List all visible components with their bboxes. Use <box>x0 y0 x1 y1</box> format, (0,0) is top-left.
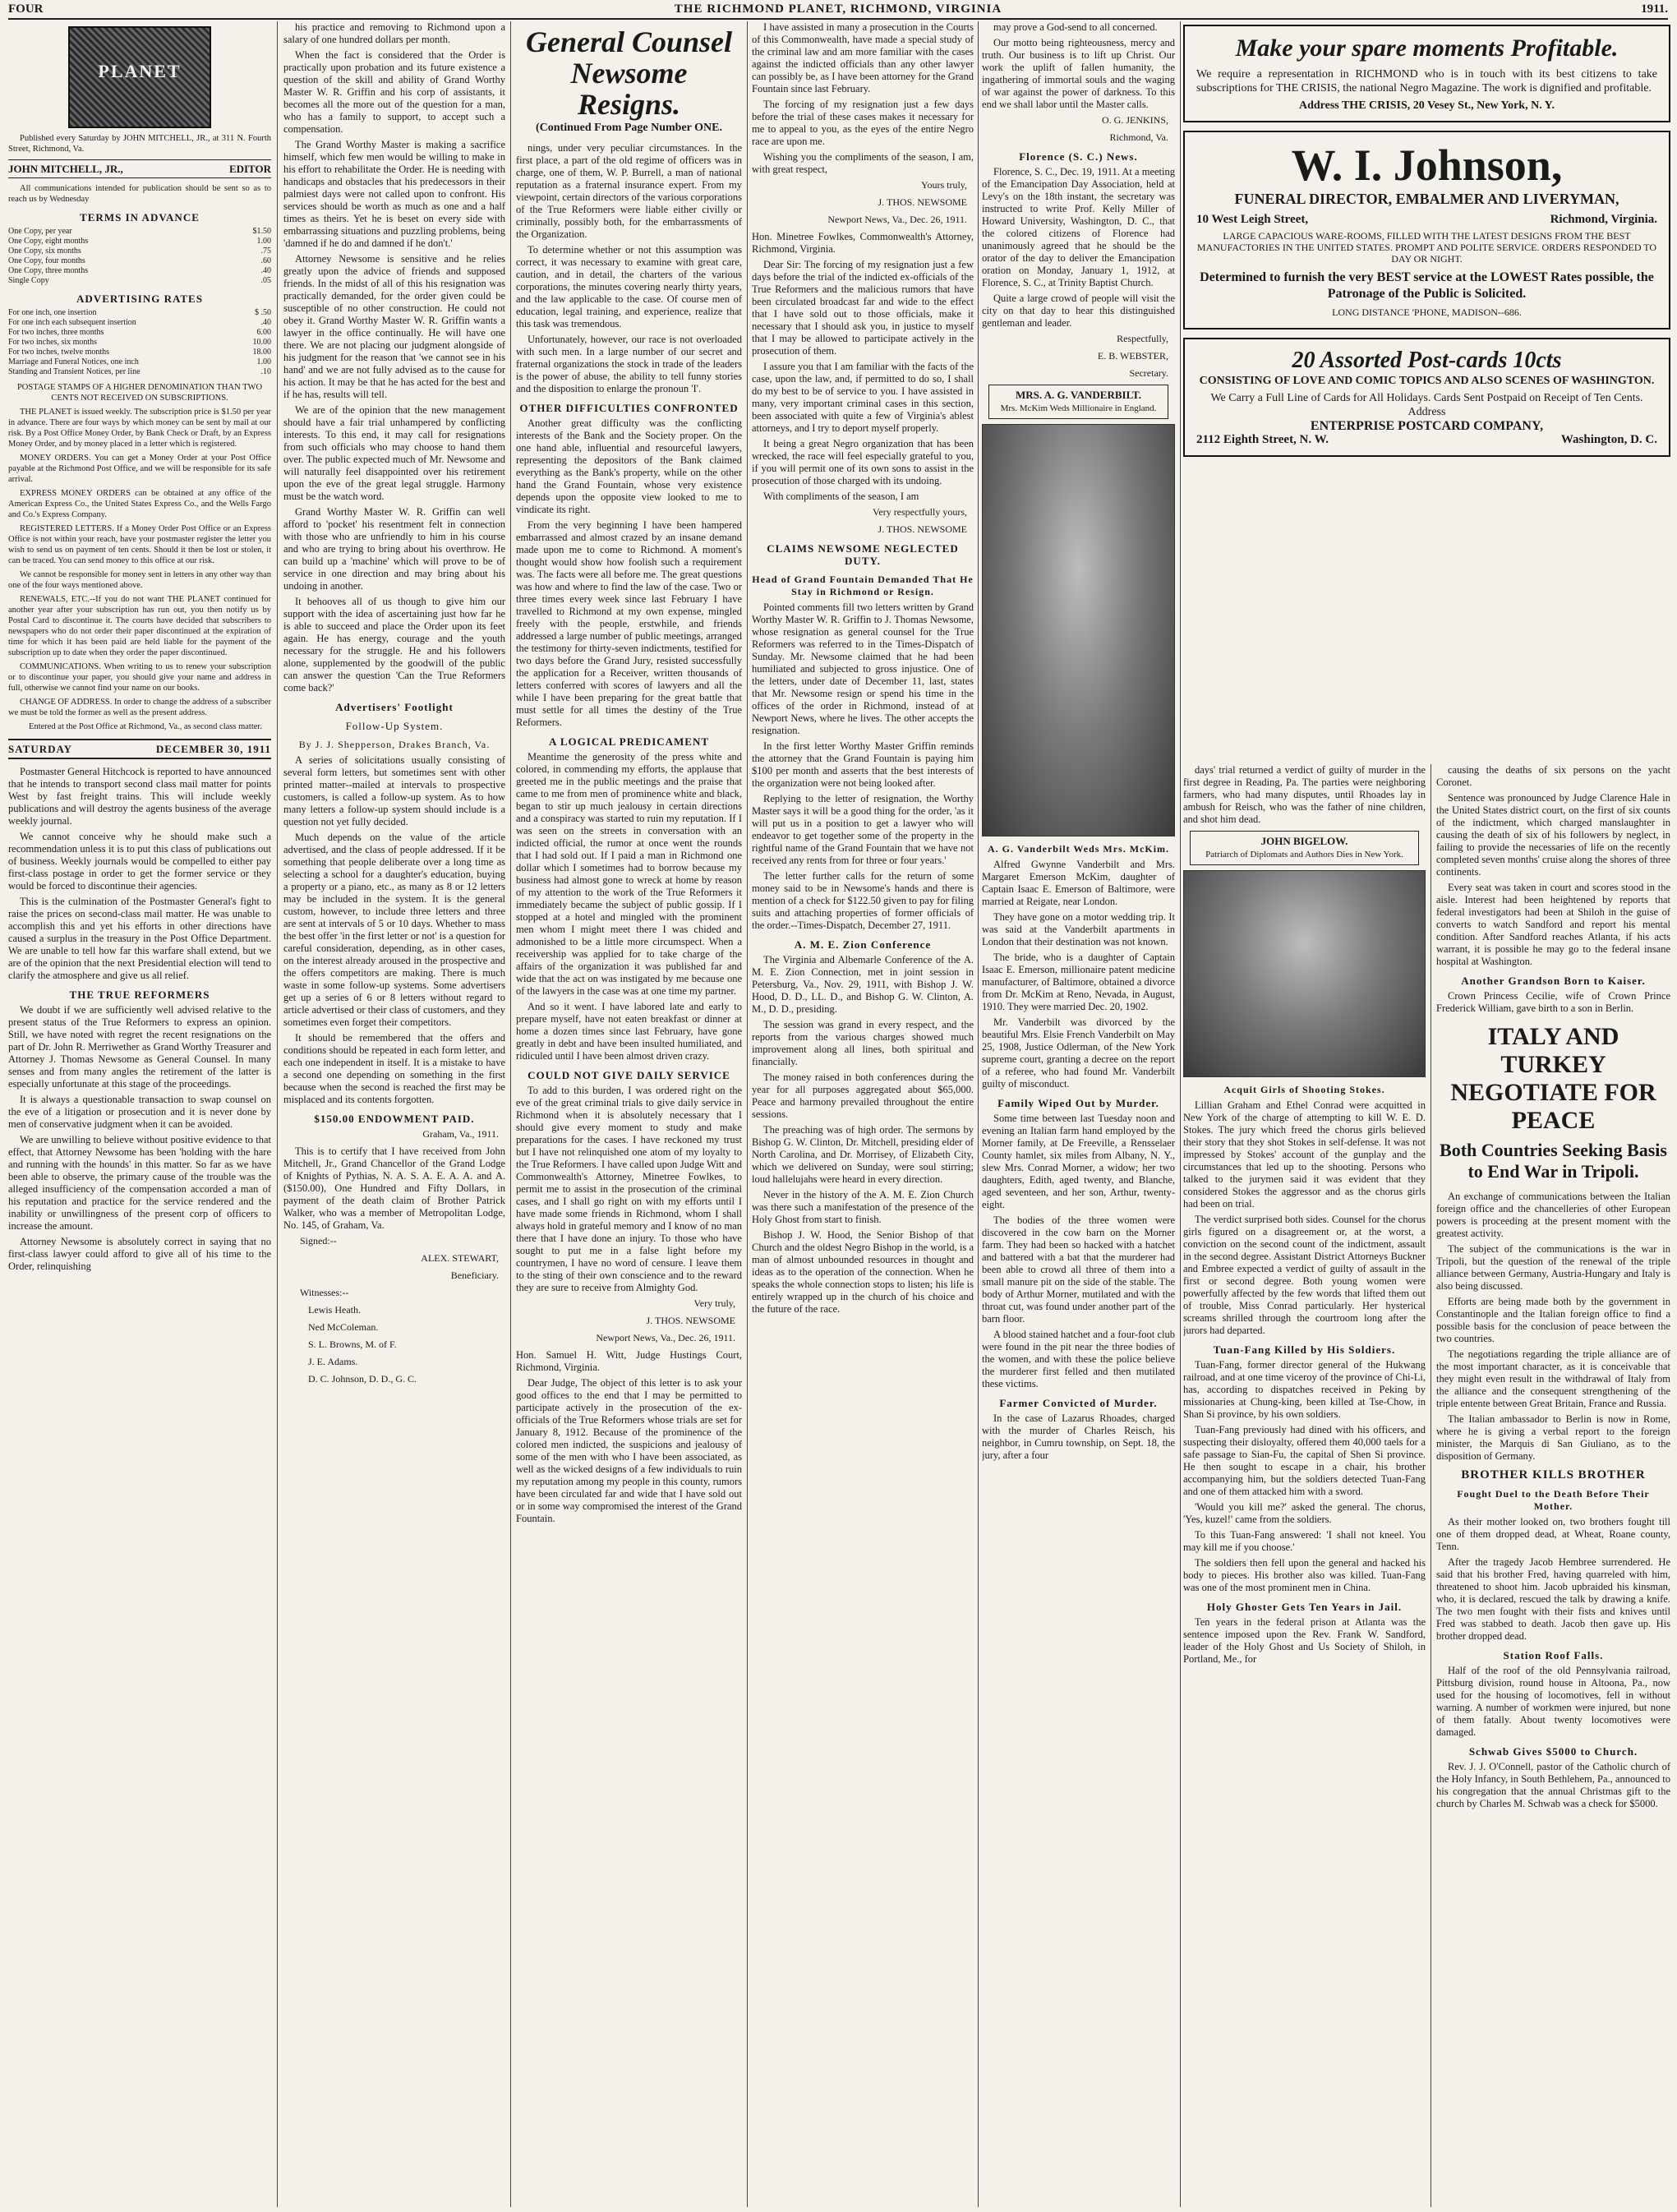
signer-title: Beneficiary. <box>450 1270 499 1281</box>
article-paragraph: Ten years in the federal prison at Atlanta was the sentence imposed upon the Rev. Frank W. Sandford, leader of the Holy Ghost and Us Society of Shiloh, in Portland, Me., for <box>1183 1616 1426 1665</box>
column-3 <box>516 21 742 2207</box>
article-paragraph: his practice and removing to Richmond upon a salary of one hundred dollars per month. <box>283 21 505 45</box>
article-paragraph: The Virginia and Albemarle Conference of the A. M. E. Zion Connection, met in joint session in Petersburg, Va., Nov. 29, 1911, with Bishop J. W. Hood, D. D., LL. D., and Bishop G. W. Clinton, A. M., D. D., presiding. <box>752 954 974 1015</box>
article-paragraph: The bride, who is a daughter of Captain Isaac E. Emerson, millionaire patent medicine manufacturer, of Baltimore, obtained a divorce from Dr. McKim at Reno, Nevada, in August, 1910. They were married Dec. 20, 1902. <box>982 952 1175 1012</box>
section-heading: BROTHER KILLS BROTHER <box>1461 1468 1646 1482</box>
signed-label: Signed:-- <box>300 1235 337 1247</box>
article-paragraph: From the very beginning I have been hampered embarrassed and almost crazed by an insane demand made upon me to come to Richmond. A moment's thought would show how foolish such a requirement was. The facts were all before me. The great questions was how and where to find the law of the case. Two or three times every week since last February I have travelled to Richmond at my own expense, mingled freely with the people, erstwhile, and friends addressed a large number of public meetings, arranged the testimony for thirty-seven indictments, testified for two days before the Grand Jury, resisted successfully the application for a Receiver, written thousands of letters conferred with scores of lawyers and all the while I have been preparing for the great battle that must settle for all times the destiny of the True Reformers. <box>516 519 742 728</box>
article-paragraph: nings, under very peculiar circumstances. In the first place, a part of the old regime of officers was in charge, one of them, W. P. Burrell, a man of national reputation as a fraternal insurance expert. From my viewpoint, certain directors of the various corporations of the True Reformers were liable either civilly or criminally, possibly both, for the embarrassments of the Organization. <box>516 142 742 240</box>
ad-rate-row: For two inches, three months 6.00 <box>8 328 271 337</box>
witness: J. E. Adams. <box>308 1356 358 1367</box>
article-paragraph: Efforts are being made both by the government in Constantinople and the Italian foreign office to find a possible basis for the conclusion of peace between the two countries. <box>1436 1296 1670 1344</box>
editor-name: JOHN MITCHELL, JR., <box>8 163 123 175</box>
postcard-ad-subtitle: CONSISTING OF LOVE AND COMIC TOPICS AND ALSO SCENES OF WASHINGTON. <box>1199 375 1655 387</box>
signature-name: E. B. WEBSTER, <box>1097 350 1168 362</box>
editor-line <box>8 159 271 178</box>
section-heading: Holy Ghoster Gets Ten Years in Jail. <box>1206 1601 1403 1613</box>
column-1 <box>8 21 271 2207</box>
article-paragraph: When the fact is considered that the Order is practically upon probation and its future existence a question of the skill and ability of Grand Worthy Master W. R. Griffin and his corp of assistants, it becomes all the more out of the question for a man, who has a family to support, to accept such a compensation. <box>283 49 505 135</box>
article-paragraph: In the first letter Worthy Master Griffin reminds the attorney that the Grand Fountain is paying him $100 per month and asserts that the best interests of the organization were not being looked after. <box>752 740 974 789</box>
footlight-byline: By J. J. Shepperson, Drakes Branch, Va. <box>298 739 491 750</box>
article-paragraph: may prove a God-send to all concerned. <box>993 21 1158 33</box>
article-paragraph: With compliments of the season, I am <box>763 491 919 502</box>
terms-row: One Copy, per year $1.50 <box>8 227 271 236</box>
ad-rate-row: For one inch each subsequent insertion .40 <box>8 318 271 327</box>
ads-area <box>1183 21 1670 465</box>
masthead <box>8 0 1668 20</box>
italy-turkey-subheadline: Both Countries Seeking Basis to End War in Tripoli. <box>1440 1140 1667 1182</box>
article-paragraph: 'Would you kill me?' asked the general. The chorus, 'Yes, kuzel!' came from the soldiers. <box>1183 1501 1426 1525</box>
bigelow-caption-box <box>1190 831 1419 865</box>
article-paragraph: Half of the roof of the old Pennsylvania railroad, Pittsburg division, round house in Altoona, Pa., now used for the housing of locomotives, fell in without warning. A number of workmen were injured, but none of them fatally. About twenty locomotives were damaged. <box>1436 1665 1670 1738</box>
planet-logo <box>68 26 211 128</box>
article-paragraph: Some time between last Tuesday noon and evening an Italian farm hand employed by the Morner family, at De Freeville, a Rensselaer County hamlet, six miles from Albany, N. Y., slew Mrs. Conrad Morner, a widow; her two daughters, Edith, aged twenty, and Blanche, aged seventeen, and her son, Arthur, twenty-eight. <box>982 1113 1175 1210</box>
article-paragraph: The Italian ambassador to Berlin is now in Rome, where he is giving a verbal report to the foreign minister, the Marquis di San Giuliano, as to the disposition of Germany. <box>1436 1413 1670 1462</box>
article-paragraph: Much depends on the value of the article advertised, and the class of people addressed. If it be something that people deliberate over a long time as selecting a school for a daughter's education, buying a property or a piano, etc., as many as 8 or 12 letters may be included in the system. It is the general custom, however, to include three letters and three are sent at intervals of 5 or 10 days. Whether to mass the best offer 'in the first letter or not' is a question for careful consideration, depending, as in other cases, on the interest already aroused in the prospective and the offers competitors are making. There is much waste in some follow-up systems. Some advertisers get up a series of 6 or 8 letters without regard to article advertised or their class of customers, and they sometimes even forget their competitors. <box>283 832 505 1028</box>
article-paragraph: It should be remembered that the offers and conditions should be repeated in each form letter, and each one independent in itself. It is a mistake to have a second one depending on something in the first because when the second is reached the first may be misplaced and its contents forgotten. <box>283 1032 505 1105</box>
article-paragraph: causing the deaths of six persons on the yacht Coronet. <box>1436 764 1670 788</box>
article-paragraph: The negotiations regarding the triple alliance are of the most important character, as it is conceivable that they might even result in the withdrawal of Italy from the alliance and the consequent strengthening of the triple entente between Great Britain, France and Russia. <box>1436 1348 1670 1409</box>
article-paragraph: Dear Judge, The object of this letter is to ask your good offices to the end that I may be permitted to participate actively in the prosecution of the ex-officials of the True Reformers whose trials are set for January 8, 1912. Because of the prominence of the colored men indicted, the suspicions and jealousy of some of the men with who I have been associated, as well as the wicked designs of a few individuals to ruin my reputation among my people in this county, rumors have been circulated far and wide that I have sold out or in some way compromised the interest of the Grand Fountain. <box>516 1377 742 1524</box>
article-paragraph: To determine whether or not this assumption was correct, it was necessary to examine with great care, caution, and in detail, the charters of the various corporations, the minutes covering nearly thirty years, and the law applicable to the case. Of course men of education, legal training, and experience, realize that this task was tremendous. <box>516 244 742 329</box>
column-6 <box>1183 764 1426 2207</box>
postcard-ad-title: 20 Assorted Post-cards 10cts <box>1292 348 1562 373</box>
johnson-ad-tagline: Determined to furnish the very BEST service at the LOWEST Rates possible, the Patronage of the Public is Solicited. <box>1200 270 1654 301</box>
section-subheading: Fought Duel to the Death Before Their Mother. <box>1457 1488 1650 1512</box>
signature-close: Very truly, <box>693 1297 735 1309</box>
article-paragraph: This is to certify that I have received from John Mitchell, Jr., Grand Chancellor of the Grand Lodge of Knights of Pythias, N. A. S. A. E. A. A. and A. ($150.00), One Hundred and Fifty Dollars, in payment of the death claim of Brother Patrick Walker, who was a member of Metropolitan Lodge, No. 145, of Graham, Va. <box>283 1145 505 1231</box>
article-paragraph: The session was grand in every respect, and the reports from the various charges showed much improvement along all lines, both spiritual and financially. <box>752 1019 974 1067</box>
ad-rates-heading: ADVERTISING RATES <box>76 293 203 305</box>
article-paragraph: The letter further calls for the return of some money said to be in Newsome's hands and there is mention of a check for $122.50 given to pay for filing suits and attaching properties of former officials of the order.--Times-Dispatch, December 27, 1911. <box>752 870 974 931</box>
entered-notice: Entered at the Post Office at Richmond, Va., as second class matter. <box>29 722 262 731</box>
subscription-paragraph: REGISTERED LETTERS. If a Money Order Post Office or an Express Office is not within your reach, have your postmaster register the letter you wish to send us on payment of ten cents. Should it then be lost or stolen, it can be traced. You can send money to this office at our risk. <box>8 524 271 565</box>
column-rule <box>978 21 979 2207</box>
johnson-ad-city: Richmond, Virginia. <box>1550 213 1657 226</box>
letter-addressee: Hon. Minetree Fowlkes, Commonwealth's Attorney, Richmond, Virginia. <box>752 231 974 255</box>
article-paragraph: Replying to the letter of resignation, the Worthy Master says it will be a good thing for the order, 'as it will put us in a position to get a lawyer who will endeavor to get together some of the property in the rightful name of the Grand Fountain that we have not received any rents from for three or four years.' <box>752 793 974 866</box>
article-paragraph: The subject of the communications is the war in Tripoli, but the question of the renewal of the triple alliance between Germany, Austria-Hungary and Italy is also being discussed. <box>1436 1243 1670 1292</box>
column-2 <box>283 21 505 2207</box>
section-heading: Acquit Girls of Shooting Stokes. <box>1223 1084 1385 1095</box>
subscription-paragraph: We cannot be responsible for money sent in letters in any other way than one of the four ways mentioned above. <box>8 570 271 590</box>
issue-date-bar <box>8 739 271 759</box>
johnson-ad-phone: LONG DISTANCE 'PHONE, MADISON--686. <box>1332 306 1522 318</box>
terms-table <box>8 227 271 286</box>
article-paragraph: Crown Princess Cecilie, wife of Crown Prince Frederick William, gave birth to a son in Berlin. <box>1436 990 1670 1014</box>
caption-title: JOHN BIGELOW. <box>1260 835 1348 847</box>
column-4 <box>752 21 974 2207</box>
article-paragraph: Grand Worthy Master W. R. Griffin can well afford to 'pocket' his resentment felt in connection with those who are unfriendly to him in his course and who are trying to bring about his overthrow. He can build up a 'machine' which will prove to be of service in one direction and may bring about his undoing in another. <box>283 506 505 592</box>
issue-day: SATURDAY <box>8 743 73 755</box>
letter-addressee: Hon. Samuel H. Witt, Judge Hustings Court, Richmond, Virginia. <box>516 1349 742 1373</box>
article-paragraph: We cannot conceive why he should make such a recommendation unless it is to put this class of publications out of business. Weekly journals would be compelled to either pay first-class postage in order to get the former service or they would be forced to discontinue their agencies. <box>8 831 271 892</box>
ad-rate-row: For one inch, one insertion $ .50 <box>8 308 271 317</box>
terms-heading: TERMS IN ADVANCE <box>80 211 200 224</box>
johnson-ad-street: 10 West Leigh Street, <box>1196 213 1309 226</box>
subscription-paragraph: MONEY ORDERS. You can get a Money Order at your Post Office payable at the Richmond Post Office, and we will be responsible for its safe arrival. <box>8 454 271 484</box>
signer-name: ALEX. STEWART, <box>421 1252 499 1264</box>
vanderbilt-photo <box>982 424 1175 836</box>
bigelow-photo <box>1183 870 1426 1077</box>
postcard-ad-street: 2112 Eighth Street, N. W. <box>1196 433 1329 446</box>
column-rule <box>1180 21 1181 2207</box>
witness: Ned McColeman. <box>308 1321 379 1333</box>
article-paragraph: Bishop J. W. Hood, the Senior Bishop of that Church and the oldest Negro Bishop in the world, is a man of almost unbounded resources in thought and ideas as to the operation of the connection. When he speaks the whole connection stops to listen; his life is entirely wrapped up in the church of his choice and the future of the race. <box>752 1229 974 1315</box>
article-paragraph: Meantime the generosity of the press white and colored, in commending my efforts, the applause that greeted me in the public meetings and the praise that came to me from men of prominence white and black, began to stir up much jealousy in certain directions and a conspiracy was started to ruin my reputation. If I was seen on the streets in conversation with an indicted official, the rumor at once went the rounds that I had sold out. If I paid a man in Richmond one dollar which I sometimes had to borrow because my business had almost gone to wreck at home by reason of my attention to the work of the True Reformers it immediately became the subject of public gossip. If I stopped at a hotel and mingled with the prominent men whom I might meet there I was chided and admonished to be a little more circumspect. When a receivership was applied for to take charge of the affairs of the organization it was published far and wide that the act on was instigated by me because one of the lawyers in the case was at one time my partner. <box>516 751 742 997</box>
endowment-heading: $150.00 ENDOWMENT PAID. <box>314 1113 475 1125</box>
article-paragraph: The Grand Worthy Master is making a sacrifice himself, which few men would be willing to make in his effort to rehabilitate the Order. He is needing with handicaps and obstacles that his predecessors in their palmiest days were not called upon to confront. His services should be worth as much as one and a half times as theirs. Yet he is beset on every side with embarrassing situations and puzzling problems, being 'damned if he do and damned if he don't.' <box>283 139 505 249</box>
endowment-place: Graham, Va., 1911. <box>422 1128 499 1140</box>
logo-text: PLANET <box>98 61 182 81</box>
article-paragraph: I assure you that I am familiar with the facts of the case, upon the law, and, if permitted to do so, I shall do my best to be of service to you. I have assisted in many, very important criminal cases in this section, been associated with quite a few of Virginia's ablest attorneys, and I try to deport myself properly. <box>752 361 974 434</box>
article-paragraph: To add to this burden, I was ordered right on the eve of the great criminal trials to give daily service in Richmond when it is absolutely necessary that I should give every moment to study and make preparations for the cases. I have reckoned my trust but I have not relinquished one atom of my loyalty to the True Reformers. I have called upon Judge Witt and Commonwealth's Attorney, Minetree Fowlkes, to permit me to assist in the prosecution of the criminal cases, and I shall go right on with my efforts until I have made some friends in Richmond, whom I shall always hold in grateful memory and I know of no man there that I have done an injury. To those who have sought to put me in a false light before my countrymen, I have no word of censure. I leave them to the sting of their own conscience and to the reward they are sure to receive from Almighty God. <box>516 1085 742 1293</box>
article-paragraph: It being a great Negro organization that has been wrecked, the race will feel especially grateful to you, if you will permit one of its own sons to assist in the prosecution of those charged with its undoing. <box>752 438 974 486</box>
postcard-ad-body: We Carry a Full Line of Cards for All Holidays. Cards Sent Postpaid on Receipt of Ten Cents. Address <box>1210 392 1643 418</box>
article-paragraph: Every seat was taken in court and scores stood in the aisle. Interest had been heightened by reports that federal investigators had been at Shiloh in the guise of converts to watch Sandford and report his mental condition. After Sandford reaches Atlanta, if his acts warrant, it is possible he may go to the federal insane hospital at Washington. <box>1436 882 1670 967</box>
article-paragraph: The bodies of the three women were discovered in the cow barn on the Morner farm. They had been so hacked with a hatchet and battered with a bat that the murderer had been able to crowd all three of them into a small manure pit on the side of the stable. The body of Arthur Morner, mutilated and with the throat cut, was found under another part of the barn floor. <box>982 1214 1175 1325</box>
johnson-ad-address <box>1196 213 1657 227</box>
terms-row: One Copy, eight months 1.00 <box>8 237 271 246</box>
newsome-headline: General Counsel Newsome Resigns. <box>525 25 733 121</box>
article-paragraph: It behooves all of us though to give him our support with the idea of ascertaining just how far he is able to succeed and place the Order upon its feet again. He has energy, courage and the youth necessary for the struggle. He and his followers alone, supplemented by the goodwill of the public can answer the question 'Can the True Reformers come back?' <box>283 596 505 694</box>
column-rule <box>277 21 278 2207</box>
article-paragraph: Pointed comments fill two letters written by Grand Worthy Master W. R. Griffin to J. Thomas Newsome, whose resignation as general counsel for the True Reformers was referred to in the Times-Dispatch of Sunday. Mr. Newsome claimed that he had been humiliated and subjected to gross injustice. One of the letters, under date of December 11, last, states that Mr. Newsome resign or spend his time in the offices of the order in Richmond, instead of at Newport News, where he lives. The other accepts the resignation. <box>752 601 974 736</box>
article-paragraph: The forcing of my resignation just a few days before the trial of these cases makes it necessary for me to appeal to you, as the eyes of the entire Negro race are upon me. <box>752 99 974 147</box>
publisher-line: Published every Saturday by JOHN MITCHELL, JR., at 311 N. Fourth Street, Richmond, Va. <box>8 134 271 154</box>
section-heading: Farmer Convicted of Murder. <box>999 1397 1158 1409</box>
crisis-ad <box>1183 25 1670 122</box>
section-heading: A LOGICAL PREDICAMENT <box>548 735 710 748</box>
terms-row: One Copy, six months .75 <box>8 247 271 256</box>
article-paragraph: I have assisted in many a prosecution in the Courts of this Commonwealth, have made a special study of the criminal law and am more familiar with the cases against the indicted officials than any other lawyer can possibly be, as I have been attorney for the Grand Fountain since last February. <box>752 21 974 94</box>
section-heading: Tuan-Fang Killed by His Soldiers. <box>1213 1343 1396 1356</box>
subscription-paragraph: EXPRESS MONEY ORDERS can be obtained at any office of the American Express Co., the United States Express Co., and the Wells Fargo and Co.'s Express Company. <box>8 489 271 519</box>
article-paragraph: They have gone on a motor wedding trip. It was said at the Vanderbilt apartments in London that their destination was not known. <box>982 911 1175 947</box>
article-paragraph: We are unwilling to believe without positive evidence to that effect, that Attorney Newsome has been 'holding with the hare and running with the hounds' in this matter. So far as we have been able to observe, the primary cause of the trouble was the alleged insufficiency of the compensation accorded a man of his reputation and practice for the service rendered and the inability or unwillingness of the present corp of officers to increase the amount. <box>8 1134 271 1232</box>
article-paragraph: Another great difficulty was the conflicting interests of the Bank and the Society proper. On the one hand able, influential and resourceful lawyers, representing the depositors of the Bank claimed everything as the Bank's property, while on the other hand the Grand Fountain, whose very existence depends upon the opposite view looked to me to vindicate its right. <box>516 417 742 515</box>
editor-label: EDITOR <box>228 163 271 175</box>
footlight-heading: Advertisers' Footlight <box>335 701 454 713</box>
signature-close: Respectfully, <box>1117 333 1168 344</box>
article-paragraph: Tuan-Fang previously had dined with his officers, and suspecting their disloyalty, offered them 40,000 taels for a safe passage to Sian-Fu, the capital of Shen Si province. He then sought to escape in a chair, his brother accompanying him, but the soldiers detected Tuan-Fang and one of them attacked him with a sword. <box>1183 1424 1426 1497</box>
ad-rate-row: For two inches, twelve months 18.00 <box>8 348 271 357</box>
section-heading: COULD NOT GIVE DAILY SERVICE <box>528 1069 730 1081</box>
subscription-paragraph: CHANGE OF ADDRESS. In order to change the address of a subscriber we must be told the former as well as the present address. <box>8 698 271 717</box>
caption-subtitle: Mrs. McKim Weds Millionaire in England. <box>1000 403 1157 413</box>
section-heading: CLAIMS NEWSOME NEGLECTED DUTY. <box>767 542 959 567</box>
article-paragraph: The preaching was of high order. The sermons by Bishop G. W. Clinton, Dr. Mitchell, presiding elder of North Carolina, and Dr. Morrisey, of Elizabeth City, which we delivered on Sunday, were soul stirring; loud hallelujahs were heard in every direction. <box>752 1124 974 1185</box>
witness: D. C. Johnson, D. D., G. C. <box>308 1373 417 1385</box>
vanderbilt-caption-box <box>988 385 1168 419</box>
subscription-paragraph: COMMUNICATIONS. When writing to us to renew your subscription or to discontinue your paper, you should give your name and address in full, otherwise we cannot find your name on our books. <box>8 662 271 693</box>
article-paragraph: Quite a large crowd of people will visit the city on that day to hear this distinguished gentleman and leader. <box>982 293 1175 329</box>
issue-date: DECEMBER 30, 1911 <box>155 743 271 755</box>
article-paragraph: In the case of Lazarus Rhoades, charged with the murder of Charles Reisch, his neighbor, in Cumru township, on Sept. 18, the jury, after a four <box>982 1412 1175 1461</box>
article-paragraph: Unfortunately, however, our race is not overloaded with such men. In a large number of our secret and fraternal organizations the stock in trade of the leaders is the power of abuse, the ability to tell funny stories and the disposition to enlarge the pronoun 'I'. <box>516 334 742 394</box>
article-paragraph: To this Tuan-Fang answered: 'I shall not kneel. You may kill me if you choose.' <box>1183 1529 1426 1553</box>
postcard-ad-city: Washington, D. C. <box>1560 433 1657 446</box>
article-paragraph: Our motto being righteousness, mercy and truth. Our business is to lift up Christ. Our work the uplift of fallen humanity, the ingathering of immortal souls and the waging of war against the power of darkness. To this end we shall labor until the Master calls. <box>982 37 1175 110</box>
ad-rates-table <box>8 308 271 377</box>
article-paragraph: Dear Sir: The forcing of my resignation just a few days before the trial of the indicted ex-officials of the True Reformers and the malicious rumors that have been circulated broadcast far and wide to the effect that I have sold out to those officials, make it necessary that I should ask you, in justice to myself that I may be allowed to participate actively in the prosecution of them. <box>752 259 974 357</box>
section-heading: Florence (S. C.) News. <box>1019 150 1138 163</box>
continued-line: (Continued From Page Number ONE. <box>536 122 722 134</box>
terms-row: One Copy, four months .60 <box>8 256 271 265</box>
caption-subtitle: Patriarch of Diplomats and Authors Dies in New York. <box>1205 850 1403 859</box>
section-heading: A. M. E. Zion Conference <box>794 938 932 951</box>
article-paragraph: The verdict surprised both sides. Counsel for the chorus girls figured on a disagreement or, at the worst, a conviction on the second count of the indictment, assault in the second degree. Assistant District Attorneys Buckner and Embree expected a verdict of guilty of assault in the first or second degree. Both young women were powerfully affected by the few words that lifted them out of trouble, Miss Conrad particularly. Her hysterical screams shrilled through the courtroom long after the jurors had departed. <box>1183 1214 1426 1336</box>
article-paragraph: days' trial returned a verdict of guilty of murder in the first degree in Reading, Pa. The parties were neighboring farmers, who had many disputes, until Rhoades lay in ambush for Reisch, who was the father of nine children, and shot him dead. <box>1183 764 1426 825</box>
section-heading: Family Wiped Out by Murder. <box>997 1097 1159 1109</box>
article-paragraph: Sentence was pronounced by Judge Clarence Hale in the United States district court, on the first of six counts of the indictment, which charged manslaughter in causing the death of six of his followers by neglect, in failing to provide the necessaries of life on the recently completed seven months' cruise along the shores of three continents. <box>1436 792 1670 878</box>
page-label: FOUR <box>8 2 44 16</box>
article-paragraph: We are of the opinion that the new management should have a fair trial unhampered by conflicting interests. To this end, it may call for resignations from such officials who may choose to hand them over. The public expected much of Mr. Newsome and will naturally feel disappointed over his retirement upon the eve of the great legal struggle. Harmony must be the watch word. <box>283 404 505 502</box>
article-paragraph: We doubt if we are sufficiently well advised relative to the present status of the True Reformers to express an opinion. Still, we have noted with regret the recent resignations on the part of Dr. John R. Merriwether as Grand Worthy Treasurer and Attorney J. Thomas Newsome as General Counsel. In many senses and from many angles the retirement of the latter is especially unfortunate at this stage of the proceedings. <box>8 1004 271 1090</box>
article-paragraph: Never in the history of the A. M. E. Zion Church was there such a manifestation of the presence of the Holy Ghost from start to finish. <box>752 1189 974 1225</box>
terms-row: One Copy, three months .40 <box>8 266 271 275</box>
article-paragraph: After the tragedy Jacob Hembree surrendered. He said that his brother Fred, having quarreled with him, threatened to shoot him. Jacob upbraided his kinsman, who, it is declared, rescued the talk by drawing a knife. The two men fought with their fists and knives until Fred was stabbed to death. Jacob then gave up. His brother dropped dead. <box>1436 1556 1670 1642</box>
crisis-ad-title: Make your spare moments Profitable. <box>1235 35 1619 62</box>
section-subheading: Head of Grand Fountain Demanded That He Stay in Richmond or Resign. <box>752 574 974 597</box>
column-rule <box>747 21 748 2207</box>
section-heading: Station Roof Falls. <box>1503 1649 1604 1661</box>
article-paragraph: Attorney Newsome is sensitive and he relies greatly upon the advice of friends and supposed friends. In the midst of all of this his resignation was practically demanded, for the order given could be susceptible of no other construction. He could not obey it. Grand Worthy Master W. R. Griffin wants a lawyer in the office continually. He will have one there. We are not placing our judgment alongside of his judgment for the reason that 'we cannot see in his hand' and we are not fully advised as to the cause for his action. It may be that he has acted for the best and if he has, results will tell. <box>283 253 505 400</box>
section-heading: Schwab Gives $5000 to Church. <box>1468 1745 1638 1758</box>
subscription-paragraph: THE PLANET is issued weekly. The subscription price is $1.50 per year in advance. There are four ways by which money can be sent by mail at our risk. By a Post Office Money Order, by Bank Check or Draft, by an Express Money Order, and by money placed in a letter which is registered. <box>8 408 271 449</box>
ad-rate-row: Standing and Transient Notices, per line .10 <box>8 367 271 376</box>
masthead-right-mark: 1911. <box>1641 2 1668 16</box>
witness: S. L. Browns, M. of F. <box>308 1339 397 1350</box>
article-paragraph: Attorney Newsome is absolutely correct in saying that no first-class lawyer could afford to give all of his time to the Order, relinquishing <box>8 1236 271 1272</box>
communications-notice: All communications intended for publication should be sent so as to reach us by Wednesday <box>8 184 271 204</box>
witnesses-label: Witnesses:-- <box>300 1287 349 1298</box>
postcard-ad-company: ENTERPRISE POSTCARD COMPANY, <box>1310 419 1544 433</box>
ad-rate-row: For two inches, six months 10.00 <box>8 338 271 347</box>
italy-turkey-headline: ITALY AND TURKEY NEGOTIATE FOR PEACE <box>1450 1023 1656 1134</box>
johnson-ad-body: LARGE CAPACIOUS WARE-ROOMS, FILLED WITH THE LATEST DESIGNS FROM THE BEST MANUFACTORIES IN THE UNITED STATES. PROMPT AND POLITE SERVICE. ORDERS RESPONDED TO DAY OR NIGHT. <box>1196 230 1657 265</box>
letter-dateline: Newport News, Va., Dec. 26, 1911. <box>827 214 967 225</box>
crisis-ad-body: We require a representation in RICHMOND who is in touch with its best citizens to take subscriptions for THE CRISIS, the national Negro Magazine. The work is dignified and profitable. <box>1196 68 1657 94</box>
article-paragraph: Rev. J. J. O'Connell, pastor of the Catholic church of the Holy Infancy, in South Bethlehem, Pa., announced to his congregation that the annual Christmas gift to the church by Charles M. Schwab was a check for $5000. <box>1436 1761 1670 1809</box>
signature-title: Secretary. <box>1129 367 1168 379</box>
column-rule <box>510 21 511 2207</box>
article-paragraph: As their mother looked on, two brothers fought till one of them dropped dead, at Wheat, Roane county, Tenn. <box>1436 1516 1670 1552</box>
article-paragraph: Wishing you the compliments of the season, I am, with great respect, <box>752 151 974 175</box>
article-paragraph: It is always a questionable transaction to swap counsel on the eve of a litigation or prosecution and it is never done by men of conservative judgment when it can be avoided. <box>8 1094 271 1130</box>
article-paragraph: Florence, S. C., Dec. 19, 1911. At a meeting of the Emancipation Day Association, held at Levy's on the 18th instant, the secretary was instructed to write Prof. Kelly Miller of Howard University, Washington, D. C., that the colored citizens of Florence had unanimously agreed that he should be the orator of the day to deliver the Emancipation oration on Monday, January 1, 1912, at Florence, S. C., at Trinity Baptist Church. <box>982 166 1175 288</box>
article-paragraph: Alfred Gwynne Vanderbilt and Mrs. Margaret Emerson McKim, daughter of Captain Isaac E. Emerson of Baltimore, were married at Reigate, near London. <box>982 859 1175 907</box>
newspaper-title: THE RICHMOND PLANET, RICHMOND, VIRGINIA <box>674 2 1002 16</box>
signature-close: Very respectfully yours, <box>873 506 967 518</box>
article-paragraph: An exchange of communications between the Italian foreign office and the chancelleries of other European powers is proceeding at the present moment with the greatest activity. <box>1436 1191 1670 1239</box>
article-paragraph: A blood stained hatchet and a four-foot club were found in the pit near the three bodies of the women, and with these the police believe the murderer first felled and then mutilated these victims. <box>982 1329 1175 1389</box>
postcard-ad <box>1183 338 1670 457</box>
section-heading: Another Grandson Born to Kaiser. <box>1461 975 1646 987</box>
ad-rate-row: Marriage and Funeral Notices, one inch 1.00 <box>8 357 271 366</box>
article-paragraph: And so it went. I have labored late and early to prepare myself, have not eaten breakfast or dinner at home a dozen times since last February, have gone greatly in debt and have been insulted humiliated, and ridiculed until I have been almost driven crazy. <box>516 1001 742 1062</box>
caption-title: MRS. A. G. VANDERBILT. <box>1015 389 1142 401</box>
footlight-subheading: Follow-Up System. <box>345 720 444 732</box>
johnson-ad <box>1183 131 1670 329</box>
signature-close: Yours truly, <box>920 179 967 191</box>
signature-name: J. THOS. NEWSOME <box>646 1315 735 1326</box>
section-heading: OTHER DIFFICULTIES CONFRONTED <box>519 402 739 414</box>
article-paragraph: A series of solicitations usually consisting of several form letters, but sometimes sent with other printed matter--mailed at intervals to prospective customers, is called a follow-up system. As to how many letters a follow-up system should include is a question not yet fully decided. <box>283 754 505 827</box>
article-paragraph: The money raised in both conferences during the year for all purposes aggregated about $65,000. Peace and harmony prevailed throughout the entire sessions. <box>752 1071 974 1120</box>
terms-row: Single Copy .05 <box>8 276 271 285</box>
stamps-notice: POSTAGE STAMPS OF A HIGHER DENOMINATION THAN TWO CENTS NOT RECEIVED ON SUBSCRIPTIONS. <box>16 383 263 403</box>
signature-name: J. THOS. NEWSOME <box>878 523 967 535</box>
johnson-ad-subtitle: FUNERAL DIRECTOR, EMBALMER AND LIVERYMAN, <box>1234 191 1619 207</box>
subscription-paragraph: RENEWALS, ETC.--If you do not want THE PLANET continued for another year after your subscription has run out, you then notify us by Postal Card to discontinue it. The courts have decided that subscribers to newspapers who do not order their paper discontinued at the expiration of time for which it has been paid are held liable for the payment of the subscription up to date when they order the paper discontinued. <box>8 595 271 657</box>
postcard-ad-address <box>1196 433 1657 447</box>
letter-dateline: Newport News, Va., Dec. 26, 1911. <box>596 1332 735 1343</box>
crisis-ad-address: Address THE CRISIS, 20 Vesey St., New York, N. Y. <box>1298 99 1555 112</box>
column-5 <box>982 21 1175 2207</box>
article-paragraph: This is the culmination of the Postmaster General's fight to raise the prices on second-class mail matter. He was unable to accomplish this and yet his efforts in other directions have caused a surplus in the treasury in the Post Office Department. We are unable to tell how far this warfare shall extend, but we are of the opinion that the next Presidential election will tend to clarify the atmosphere and give us all relief. <box>8 896 271 981</box>
article-paragraph: Postmaster General Hitchcock is reported to have announced that he intends to transport second class mail matter for points West by fast freight trains. This will include weekly publications and will destroy the agents business of the average weekly journal. <box>8 766 271 827</box>
article-paragraph: Tuan-Fang, former director general of the Hukwang railroad, and at one time viceroy of the province of Chi-Li, has, according to dispatches received in Peking by missionaries at Chung-king, been killed at Tse-Chow, in Shan Si province, by his own soldiers. <box>1183 1359 1426 1420</box>
signature-name: J. THOS. NEWSOME <box>878 196 967 208</box>
article-paragraph: Mr. Vanderbilt was divorced by the beautiful Mrs. Elsie French Vanderbilt on May 25, 1908, Justice Odlerman, of the New York supreme court, granting a decree on the report of a referee, who had found Mr. Vanderbilt guilty of misconduct. <box>982 1016 1175 1090</box>
witness: Lewis Heath. <box>308 1304 361 1316</box>
photo-caption: A. G. Vanderbilt Weds Mrs. McKim. <box>987 843 1170 855</box>
article-paragraph: The soldiers then fell upon the general and hacked his body to pieces. His brother also was killed. Tuan-Fang was one of the most prominent men in China. <box>1183 1557 1426 1593</box>
article-paragraph: Lillian Graham and Ethel Conrad were acquitted in New York of the charge of attempting to kill W. E. D. Stokes. The jury which freed the chorus girls believed their story that they shot Stokes in self-defense. It was not impressed by Stokes' account of the gunplay and the circumstances that led up to the shooting. Persons who talked to the jurymen said it was evident that they considered Stokes the aggressor and as the chorus girls had been on trial. <box>1183 1099 1426 1210</box>
column-7 <box>1436 764 1670 2207</box>
signature-name: O. G. JENKINS, <box>1102 114 1168 126</box>
johnson-ad-name: W. I. Johnson, <box>1291 141 1563 190</box>
signature-place: Richmond, Va. <box>1109 131 1168 143</box>
reformers-heading: THE TRUE REFORMERS <box>69 988 210 1001</box>
